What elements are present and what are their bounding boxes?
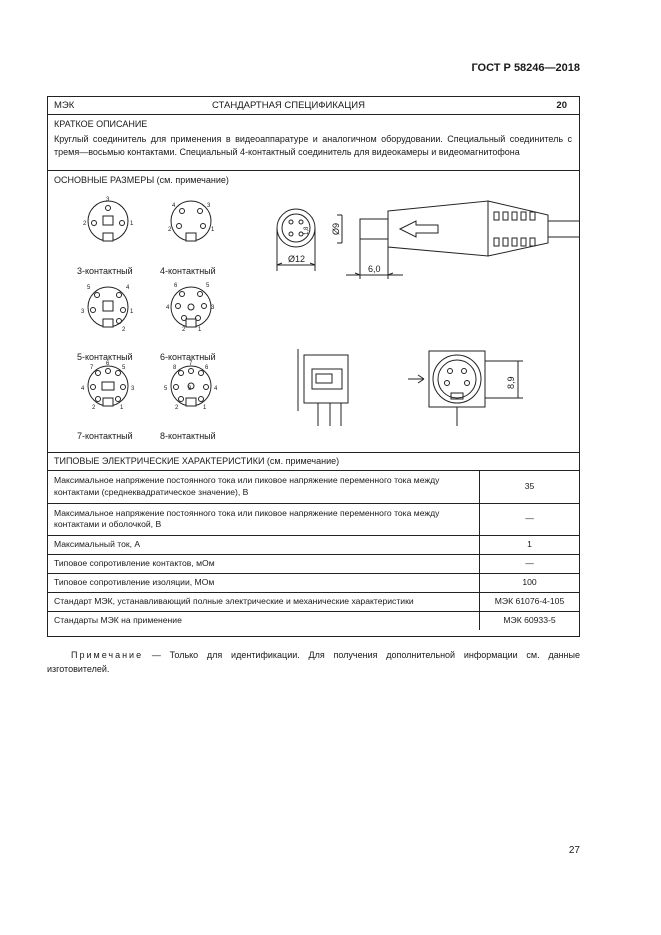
caption-7pin: 7-контактный — [77, 431, 133, 441]
svg-text:3: 3 — [188, 386, 192, 392]
note-text: — Только для идентификации. Для получения дополнительной информации см. данные изготовителей. — [47, 650, 580, 674]
description-section — [48, 115, 579, 171]
svg-text:3: 3 — [211, 305, 215, 311]
dimensions-section — [48, 171, 579, 453]
dimensions-title: ОСНОВНЫЕ РАЗМЕРЫ (см. примечание) — [54, 175, 229, 185]
dim-d9: Ø9 — [331, 222, 341, 235]
spec-header — [48, 97, 579, 115]
param-cell: Стандарты МЭК на применение — [54, 615, 182, 625]
svg-text:4: 4 — [126, 285, 130, 291]
svg-text:2: 2 — [122, 327, 126, 333]
value-cell: 35 — [480, 471, 580, 503]
svg-text:4: 4 — [214, 386, 218, 392]
param-cell: Максимальный ток, А — [48, 535, 480, 554]
electrical-section-title: ТИПОВЫЕ ЭЛЕКТРИЧЕСКИЕ ХАРАКТЕРИСТИКИ (см. примечание) — [48, 453, 579, 471]
table-row — [48, 471, 579, 503]
dim-inner: 1,8 — [304, 226, 310, 235]
connector-5pin-icon — [88, 287, 128, 327]
svg-text:1: 1 — [203, 405, 207, 411]
svg-text:2: 2 — [182, 327, 186, 333]
description-text: Круглый соединитель для применения в видеоаппаратуре и аналогичном оборудовании. Специальный соединитель с тремя—восьмью контактами. Специальный 4-контактный соединитель для видеокамеры и видеомагнитофона — [54, 134, 572, 157]
caption-3pin: 3-контактный — [77, 266, 133, 276]
caption-8pin: 8-контактный — [160, 431, 216, 441]
svg-text:6: 6 — [106, 361, 110, 367]
connector-4pin-icon — [171, 201, 211, 241]
param-cell: Максимальное напряжение постоянного тока или пиковое напряжение переменного тока между контактами и оболочкой, В — [48, 503, 480, 535]
value-cell: МЭК 61076-4-105 — [480, 592, 580, 611]
svg-text:3: 3 — [81, 309, 85, 315]
svg-text:8: 8 — [173, 365, 177, 371]
electrical-characteristics-table — [48, 471, 579, 630]
description-title: КРАТКОЕ ОПИСАНИЕ — [54, 119, 148, 129]
value-cell: — — [480, 503, 580, 535]
table-row — [48, 573, 579, 592]
svg-text:4: 4 — [166, 305, 170, 311]
note-label: Примечание — [71, 650, 144, 660]
dim-d12: Ø12 — [288, 254, 306, 264]
socket-side-view-icon — [298, 349, 348, 426]
svg-text:6: 6 — [205, 365, 209, 371]
svg-text:1: 1 — [130, 221, 134, 227]
svg-text:3: 3 — [207, 203, 211, 209]
caption-6pin: 6-контактный — [160, 352, 216, 362]
svg-text:7: 7 — [189, 361, 193, 367]
value-cell: — — [480, 554, 580, 573]
svg-text:3: 3 — [131, 386, 135, 392]
header-title: СТАНДАРТНАЯ СПЕЦИФИКАЦИЯ — [212, 100, 365, 111]
connector-3pin-icon — [88, 201, 128, 241]
pin-numbers — [81, 197, 218, 411]
svg-text:2: 2 — [92, 405, 96, 411]
caption-4pin: 4-контактный — [160, 266, 216, 276]
svg-text:4: 4 — [172, 203, 176, 209]
svg-text:2: 2 — [168, 227, 172, 233]
header-number: 20 — [556, 100, 567, 111]
table-row — [48, 503, 579, 535]
svg-text:5: 5 — [87, 285, 91, 291]
table-row — [48, 592, 579, 611]
value-cell: 1 — [480, 535, 580, 554]
footnote — [47, 648, 580, 676]
param-cell: Типовое сопротивление изоляции, МОм — [48, 573, 480, 592]
connector-6pin-icon — [171, 287, 211, 327]
table-row — [48, 611, 579, 630]
dim-len: 6,0 — [368, 264, 381, 274]
svg-text:5: 5 — [164, 386, 168, 392]
svg-text:4: 4 — [81, 386, 85, 392]
svg-text:1: 1 — [130, 309, 134, 315]
svg-text:7: 7 — [90, 365, 94, 371]
svg-text:3: 3 — [106, 197, 110, 203]
svg-text:1: 1 — [120, 405, 124, 411]
value-cell: МЭК 60933-5 — [480, 611, 580, 630]
specification-table — [47, 96, 580, 637]
page-number: 27 — [568, 845, 580, 856]
header-org: МЭК — [54, 100, 75, 111]
param-cell: Максимальное напряжение постоянного тока или пиковое напряжение переменного тока между контактами (среднеквадратическое значение), В — [48, 471, 480, 503]
standard-number: ГОСТ Р 58246—2018 — [471, 62, 580, 74]
svg-text:5: 5 — [206, 283, 210, 289]
table-row — [48, 554, 579, 573]
table-row — [48, 535, 579, 554]
caption-5pin: 5-контактный — [77, 352, 133, 362]
svg-text:5: 5 — [122, 365, 126, 371]
param-cell: Стандарт МЭК, устанавливающий полные электрические и механические характеристики — [48, 592, 480, 611]
svg-text:1: 1 — [211, 227, 215, 233]
svg-text:1: 1 — [198, 327, 202, 333]
svg-text:6: 6 — [174, 283, 178, 289]
svg-text:2: 2 — [175, 405, 179, 411]
value-cell: 100 — [480, 573, 580, 592]
connector-7pin-icon — [88, 366, 128, 406]
connector-drawings — [48, 171, 579, 453]
dim-socket-h: 8,9 — [506, 376, 516, 389]
param-cell: Типовое сопротивление контактов, мОм — [48, 554, 480, 573]
svg-text:2: 2 — [83, 221, 87, 227]
